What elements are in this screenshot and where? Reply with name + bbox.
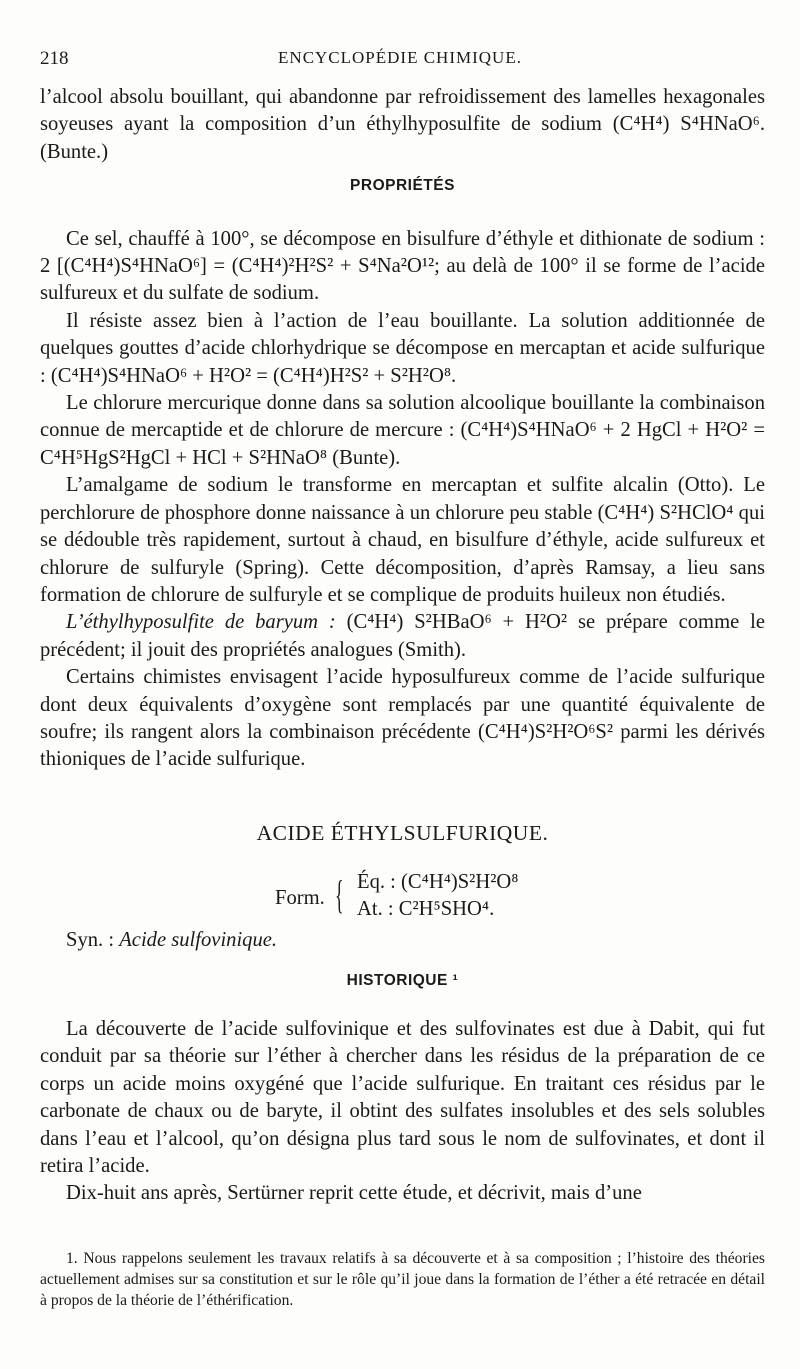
paragraph-dabit: La découverte de l’acide sulfovinique et des sulfovinates est due à Dabit, qui fut conduit par sa théorie sur l’éther à chercher dans les résidus de la préparation de ce corps un acide moins oxygéné que l’acide sulfurique. En traitant ces résidus par le carbonate de chaux ou de baryte, il obtint des sulfates insolubles et des sels solubles dans l’eau et l’alcool, qu’on désigna plus tard sous le nom de sulfovinates, et dont il retira l’acide. <box>40 1017 765 1177</box>
page-header <box>40 48 760 76</box>
paragraph-boiling-water: Il résiste assez bien à l’action de l’eau bouillante. La solution additionnée de quelques gouttes d’acide chlorhydrique se décompose en mercaptan et acide sulfurique : (C⁴H⁴)S⁴HNaO⁶ + H²O² = (C⁴H⁴)H²S² + S²H²O⁸. <box>40 309 765 387</box>
formula-atomic: At. : C²H⁵SHO⁴. <box>357 898 495 921</box>
formula-block <box>275 869 765 927</box>
synonym-label: Syn. : <box>66 929 120 952</box>
page-number: 218 <box>40 48 69 69</box>
section-heading-acide: ACIDE ÉTHYLSULFURIQUE. <box>256 820 549 845</box>
synonym-value: Acide sulfovinique. <box>119 929 278 952</box>
barium-salt-name: L’éthylhyposulfite de baryum : <box>66 611 336 634</box>
paragraph-sodium-amalgam: L’amalgame de sodium le transforme en mercaptan et sulfite alcalin (Otto). Le perchlorure de phosphore donne naissance à un chlorure peu stable (C⁴H⁴) S²HClO⁴ qui se dédouble très rapidement, surtout à chaud, en bisulfure d’éthyle, acide sulfureux et chlorure de sulfuryle (Spring). Cette décomposition, d’après Ramsay, a lieu sans formation de chlorure de sulfuryle et se complique de produits huileux non étudiés. <box>40 474 765 606</box>
paragraph-thionic: Certains chimistes envisagent l’acide hyposulfureux comme de l’acide sulfurique dont deux équivalents d’oxygène sont remplacés par une quantité équivalente de soufre; ils rangent alors la combinaison précédente (C⁴H⁴)S²H²O⁶S² parmi les dérivés thioniques de l’acide sulfurique. <box>40 666 765 771</box>
paragraph-heating: Ce sel, chauffé à 100°, se décompose en bisulfure d’éthyle et dithionate de sodium : 2 [(C⁴H⁴)S⁴HNaO⁶] = (C⁴H⁴)²H²S² + S⁴Na²O¹²; au delà de 100° il se forme de l’acide sulfureux et du sulfate de sodium. <box>40 227 765 305</box>
synonym-line <box>40 927 765 954</box>
paragraph-barium-salt <box>40 609 765 664</box>
formula-label: Form. <box>275 887 325 910</box>
page-body <box>40 84 765 1208</box>
paragraph-continuation: l’alcool absolu bouillant, qui abandonne par refroidissement des lamelles hexagonales soyeuses ayant la composition d’un éthylhyposulfite de sodium (C⁴H⁴) S⁴HNaO⁶. (Bunte.) <box>40 86 765 163</box>
formula-equivalent: Éq. : (C⁴H⁴)S²H²O⁸ <box>357 871 519 894</box>
section-heading-historique: HISTORIQUE ¹ <box>346 971 459 989</box>
paragraph-serturner: Dix-huit ans après, Sertürner reprit cette étude, et décrivit, mais d’une <box>66 1182 642 1205</box>
running-title: ENCYCLOPÉDIE CHIMIQUE. <box>278 48 522 67</box>
section-heading-proprietes: PROPRIÉTÉS <box>350 177 455 195</box>
footnotes <box>40 1248 765 1311</box>
footnote-1: 1. Nous rappelons seulement les travaux relatifs à sa découverte et à sa composition ; l’histoire des théories actuellement admises sur sa constitution et sur le rôle qu’il joue dans la formation de l’éther a été retracée en détail à propos de la théorie de l’éthérification. <box>40 1250 765 1309</box>
brace-icon: { <box>335 872 344 918</box>
barium-salt-text: (C⁴H⁴) S²HBaO⁶ + H²O² se prépare comme le précédent; il jouit des propriétés analogues (Smith). <box>40 611 765 661</box>
paragraph-mercuric-chloride: Le chlorure mercurique donne dans sa solution alcoolique bouillante la combinaison connue de mercaptide et de chlorure de mercure : (C⁴H⁴)S⁴HNaO⁶ + 2 HgCl + H²O² = C⁴H⁵HgS²HgCl + HCl + S²HNaO⁸ (Bunte). <box>40 392 765 469</box>
